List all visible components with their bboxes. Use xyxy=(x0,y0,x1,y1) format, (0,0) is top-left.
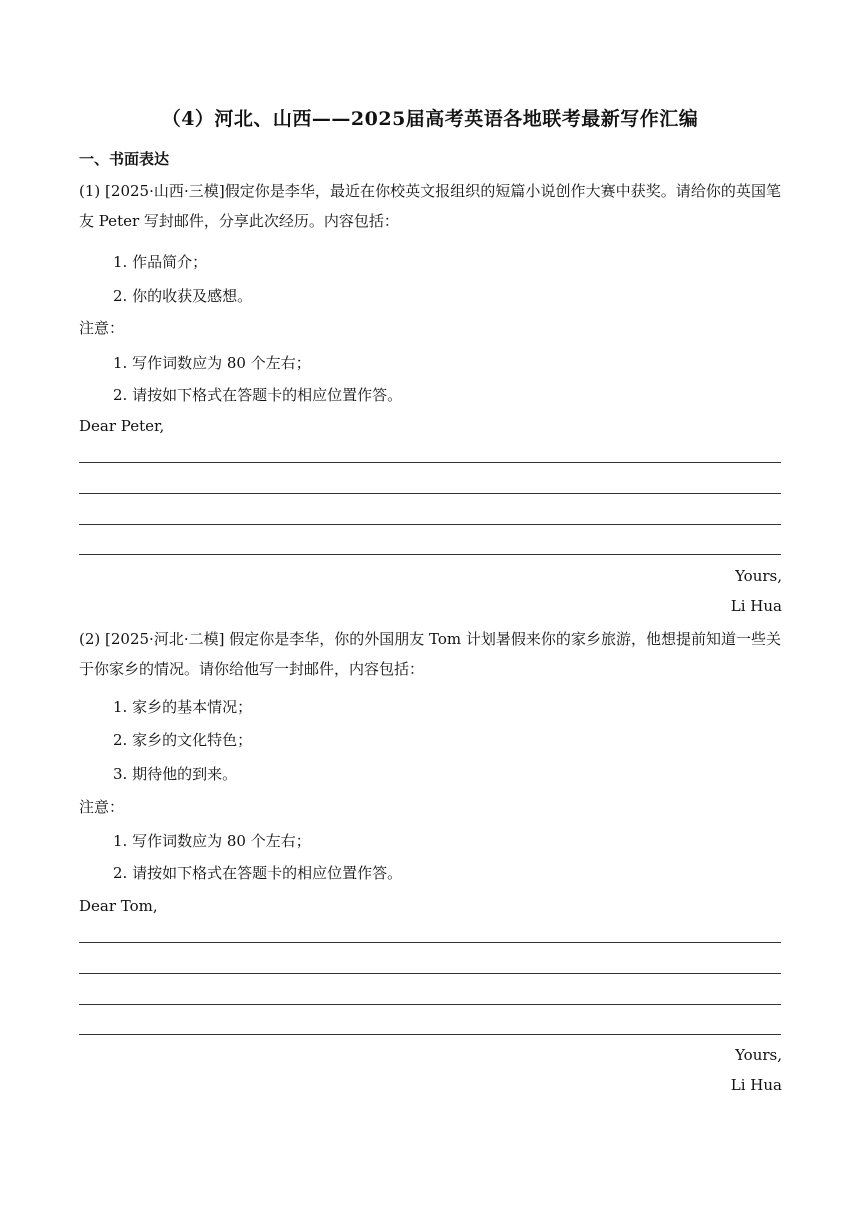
answer-line xyxy=(79,1034,781,1035)
answer-line xyxy=(79,462,781,463)
question-2-point-3: 3. 期待他的到来。 xyxy=(113,765,238,783)
question-1-note-label: 注意： xyxy=(79,319,125,337)
answer-line xyxy=(79,493,781,494)
question-1-signature: Li Hua xyxy=(730,597,782,615)
question-2-point-2: 2. 家乡的文化特色； xyxy=(113,731,253,749)
question-1-closing: Yours, xyxy=(735,567,782,585)
question-1-point-1: 1. 作品简介； xyxy=(113,253,208,271)
answer-line xyxy=(79,973,781,974)
answer-line xyxy=(79,524,781,525)
question-1-note-2: 2. 请按如下格式在答题卡的相应位置作答。 xyxy=(113,386,403,404)
question-2-point-1: 1. 家乡的基本情况； xyxy=(113,698,253,716)
answer-line xyxy=(79,1004,781,1005)
section-heading: 一、书面表达 xyxy=(79,150,170,168)
question-1-stem: (1) [2025·山西·三模]假定你是李华，最近在你校英文报组织的短篇小说创作大赛中获奖。请给你的英国笔友 Peter 写封邮件，分享此次经历。内容包括： xyxy=(79,182,781,230)
question-2-signature: Li Hua xyxy=(730,1076,782,1094)
question-2-greeting: Dear Tom, xyxy=(79,897,158,915)
question-2-stem: (2) [2025·河北·二模] 假定你是李华，你的外国朋友 Tom 计划暑假来你的家乡旅游，他想提前知道一些关于你家乡的情况。请你给他写一封邮件，内容包括： xyxy=(79,630,781,678)
answer-line xyxy=(79,554,781,555)
answer-line xyxy=(79,942,781,943)
question-1-note-1: 1. 写作词数应为 80 个左右； xyxy=(113,354,311,372)
question-1-point-2: 2. 你的收获及感想。 xyxy=(113,287,253,305)
question-2-note-1: 1. 写作词数应为 80 个左右； xyxy=(113,832,311,850)
question-2-note-label: 注意： xyxy=(79,798,125,816)
question-1-greeting: Dear Peter, xyxy=(79,417,165,435)
question-2-note-2: 2. 请按如下格式在答题卡的相应位置作答。 xyxy=(113,864,403,882)
page-title: （4）河北、山西——2025届高考英语各地联考最新写作汇编 xyxy=(161,108,699,130)
question-2-closing: Yours, xyxy=(735,1046,782,1064)
